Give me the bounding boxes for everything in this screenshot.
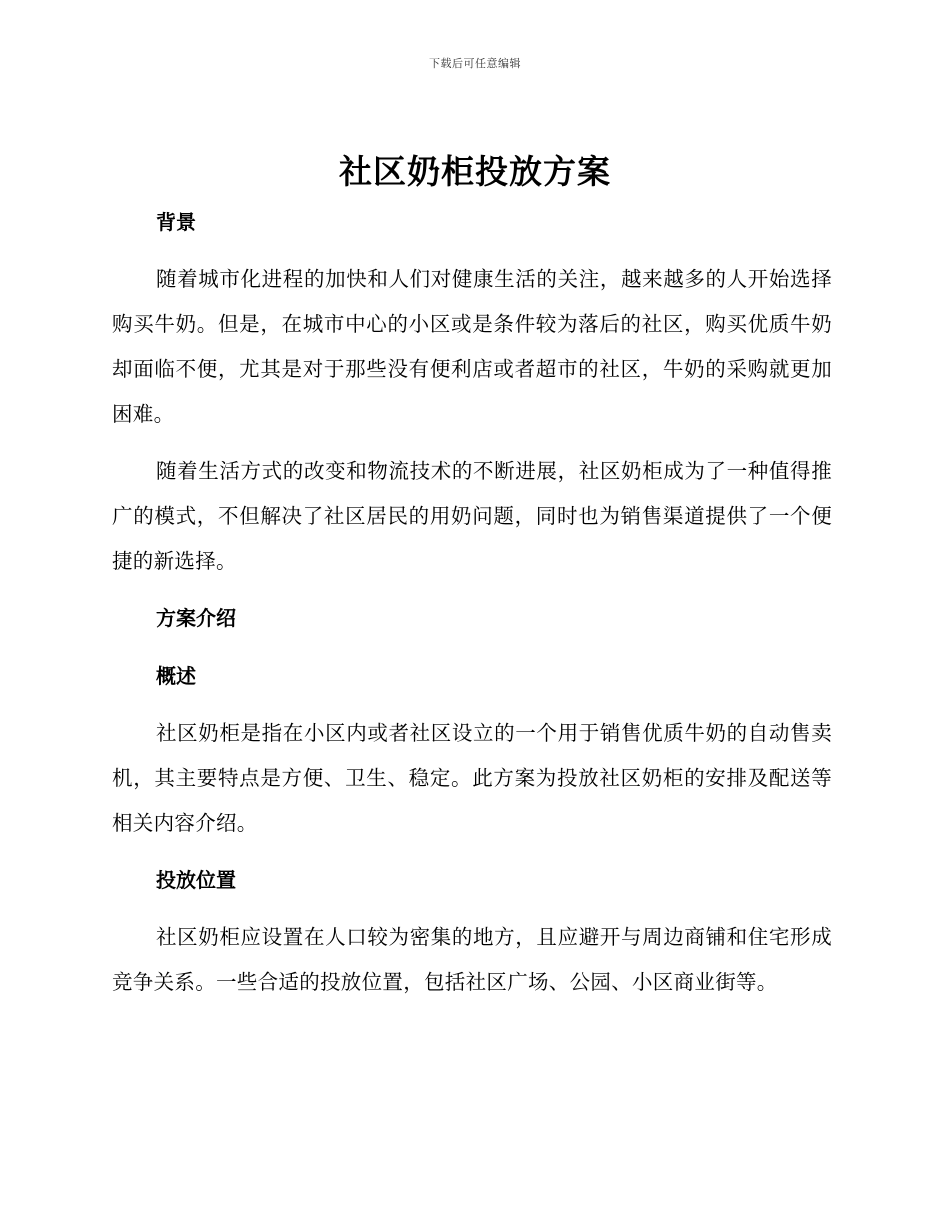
heading-background: 背景	[156, 210, 196, 234]
document-title: 社区奶柜投放方案	[339, 152, 611, 191]
heading-plan-intro: 方案介绍	[156, 606, 236, 630]
header-note: 下载后可任意编辑	[429, 57, 521, 70]
paragraph-overview: 社区奶柜是指在小区内或者社区设立的一个用于销售优质牛奶的自动售卖机，其主要特点是方便、卫生、稳定。此方案为投放社区奶柜的安排及配送等相关内容介绍。	[112, 721, 832, 835]
paragraph-background-2: 随着生活方式的改变和物流技术的不断进展，社区奶柜成为了一种值得推广的模式，不但解决了社区居民的用奶问题，同时也为销售渠道提供了一个便捷的新选择。	[112, 459, 832, 573]
heading-overview: 概述	[156, 664, 196, 688]
paragraph-placement: 社区奶柜应设置在人口较为密集的地方，且应避开与周边商铺和住宅形成竞争关系。一些合适的投放位置，包括社区广场、公园、小区商业街等。	[112, 925, 832, 994]
heading-placement: 投放位置	[156, 868, 236, 892]
paragraph-background-1: 随着城市化进程的加快和人们对健康生活的关注，越来越多的人开始选择购买牛奶。但是，在城市中心的小区或是条件较为落后的社区，购买优质牛奶却面临不便，尤其是对于那些没有便利店或者超市的社区，牛奶的采购就更加困难。	[112, 267, 832, 426]
